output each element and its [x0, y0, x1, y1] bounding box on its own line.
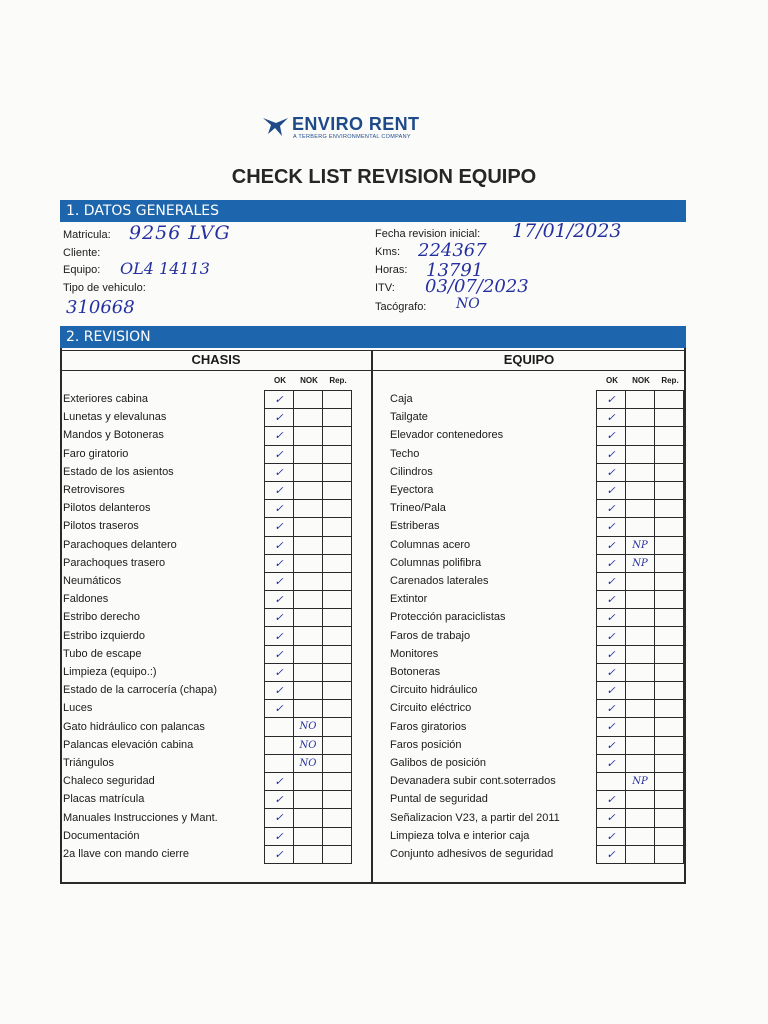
nok-checkbox[interactable]	[626, 427, 655, 445]
equipo-item-label: Señalizacion V23, a partir del 2011	[390, 811, 560, 824]
rep-checkbox[interactable]	[655, 772, 684, 790]
equipo-title: EQUIPO	[503, 352, 555, 367]
equipo-item-label: Estriberas	[390, 520, 440, 533]
equipo-check-row	[597, 663, 684, 681]
chasis-check-row	[265, 845, 352, 863]
rep-checkbox[interactable]	[655, 718, 684, 736]
chasis-ok-header: OK	[274, 376, 286, 385]
rep-checkbox[interactable]	[323, 609, 352, 627]
nok-checkbox[interactable]	[626, 591, 655, 609]
chasis-item-label: Chaleco seguridad	[63, 775, 155, 788]
rep-checkbox[interactable]	[655, 754, 684, 772]
nok-checkbox[interactable]	[294, 663, 323, 681]
rep-checkbox[interactable]	[323, 827, 352, 845]
equipo-check-row	[597, 736, 684, 754]
ok-checkbox[interactable]: ✓	[265, 663, 294, 681]
chasis-item-label: Luces	[63, 702, 93, 715]
rep-checkbox[interactable]	[655, 536, 684, 554]
nok-checkbox[interactable]	[626, 663, 655, 681]
logo-name: ENVIRO RENT	[292, 114, 420, 134]
chasis-item-label: Pilotos traseros	[63, 520, 139, 533]
equipo-item-label: Devanadera subir cont.soterrados	[390, 775, 556, 788]
equipo-check-row	[597, 518, 684, 536]
nok-checkbox[interactable]: NP	[626, 772, 655, 790]
rep-checkbox[interactable]	[655, 845, 684, 863]
nok-checkbox[interactable]: NO	[294, 736, 323, 754]
equipo-check-row	[597, 536, 684, 554]
chasis-item-label: Estado de los asientos	[63, 465, 174, 478]
nok-checkbox[interactable]	[294, 445, 323, 463]
nok-checkbox[interactable]	[626, 682, 655, 700]
equipo-check-row	[597, 645, 684, 663]
ok-checkbox[interactable]: ✓	[265, 500, 294, 518]
chasis-item-label: Placas matrícula	[63, 793, 145, 806]
ok-checkbox[interactable]: ✓	[597, 536, 626, 554]
rep-checkbox[interactable]	[323, 391, 352, 409]
tacografo-value[interactable]: NO	[456, 296, 480, 312]
nok-checkbox[interactable]	[626, 572, 655, 590]
rep-checkbox[interactable]	[655, 391, 684, 409]
ok-checkbox[interactable]: ✓	[597, 736, 626, 754]
nok-checkbox[interactable]	[294, 591, 323, 609]
ok-checkbox[interactable]: ✓	[265, 445, 294, 463]
ok-checkbox[interactable]: ✓	[597, 427, 626, 445]
nok-checkbox[interactable]	[626, 845, 655, 863]
ok-checkbox[interactable]: ✓	[265, 791, 294, 809]
ok-checkbox[interactable]: ✓	[265, 609, 294, 627]
ok-checkbox[interactable]: ✓	[265, 391, 294, 409]
nok-checkbox[interactable]	[294, 536, 323, 554]
logo-tagline: A TERBERG ENVIRONMENTAL COMPANY	[293, 134, 411, 140]
chasis-check-grid	[264, 390, 352, 864]
chasis-check-row	[265, 427, 352, 445]
ok-checkbox[interactable]: ✓	[265, 572, 294, 590]
ok-checkbox[interactable]: ✓	[265, 554, 294, 572]
truck-arrow-icon	[262, 114, 290, 140]
nok-checkbox[interactable]	[294, 481, 323, 499]
chasis-check-row	[265, 827, 352, 845]
chasis-title: CHASIS	[191, 352, 241, 367]
chasis-check-row	[265, 500, 352, 518]
ok-checkbox[interactable]: ✓	[265, 427, 294, 445]
rep-checkbox[interactable]	[323, 463, 352, 481]
chasis-item-label: Mandos y Botoneras	[63, 429, 164, 442]
equipo-check-row	[597, 500, 684, 518]
chasis-item-label: Lunetas y elevalunas	[63, 411, 167, 424]
ok-checkbox[interactable]: ✓	[265, 536, 294, 554]
rep-checkbox[interactable]	[655, 554, 684, 572]
matricula-value[interactable]: 9256 LVG	[129, 222, 231, 244]
chasis-item-label: Estado de la carrocería (chapa)	[63, 684, 218, 697]
nok-checkbox[interactable]	[626, 500, 655, 518]
equipo-item-label: Faros posición	[390, 738, 462, 751]
nok-checkbox[interactable]	[294, 518, 323, 536]
chasis-item-label: Retrovisores	[63, 484, 125, 496]
nok-checkbox[interactable]	[626, 481, 655, 499]
nok-checkbox[interactable]	[294, 627, 323, 645]
ok-checkbox[interactable]: ✓	[265, 645, 294, 663]
chasis-check-row	[265, 536, 352, 554]
ok-checkbox[interactable]: ✓	[597, 481, 626, 499]
ok-checkbox[interactable]: ✓	[265, 627, 294, 645]
nok-checkbox[interactable]	[626, 627, 655, 645]
ok-checkbox[interactable]: ✓	[265, 481, 294, 499]
nok-checkbox[interactable]	[626, 718, 655, 736]
rep-checkbox[interactable]	[323, 809, 352, 827]
ok-checkbox[interactable]: ✓	[597, 845, 626, 863]
rep-checkbox[interactable]	[323, 682, 352, 700]
equipo-ok-header: OK	[606, 376, 618, 385]
rep-checkbox[interactable]	[323, 754, 352, 772]
rep-checkbox[interactable]	[655, 736, 684, 754]
chasis-check-row	[265, 463, 352, 481]
ok-checkbox[interactable]: ✓	[597, 609, 626, 627]
nok-checkbox[interactable]	[294, 500, 323, 518]
equipo-item-label: Cilindros	[390, 465, 433, 478]
chasis-check-row	[265, 663, 352, 681]
chasis-item-label: Tubo de escape	[63, 647, 142, 660]
rep-checkbox[interactable]	[323, 845, 352, 863]
equipo-item-label: Trineo/Pala	[390, 502, 446, 515]
ok-checkbox[interactable]: ✓	[597, 500, 626, 518]
rep-checkbox[interactable]	[655, 791, 684, 809]
chasis-check-row	[265, 700, 352, 718]
rep-checkbox[interactable]	[323, 736, 352, 754]
ok-checkbox[interactable]: ✓	[265, 518, 294, 536]
equipo-item-label: Circuito hidráulico	[390, 684, 478, 697]
tipo-vehiculo-value[interactable]: 310668	[66, 297, 135, 318]
ok-checkbox[interactable]: ✓	[265, 845, 294, 863]
chasis-item-label: Parachoques delantero	[63, 538, 177, 551]
ok-checkbox[interactable]: ✓	[597, 391, 626, 409]
rep-checkbox[interactable]	[655, 518, 684, 536]
ok-checkbox[interactable]: ✓	[265, 700, 294, 718]
rep-checkbox[interactable]	[323, 572, 352, 590]
chasis-check-row	[265, 554, 352, 572]
ok-checkbox[interactable]: ✓	[597, 518, 626, 536]
nok-checkbox[interactable]	[626, 609, 655, 627]
equipo-check-row	[597, 427, 684, 445]
equipo-title-divider	[372, 370, 686, 371]
chasis-item-label: Manuales Instrucciones y Mant.	[63, 811, 218, 824]
ok-checkbox[interactable]: ✓	[597, 409, 626, 427]
ok-checkbox[interactable]: ✓	[265, 591, 294, 609]
ok-checkbox[interactable]	[265, 754, 294, 772]
nok-checkbox[interactable]	[626, 827, 655, 845]
rep-checkbox[interactable]	[655, 572, 684, 590]
chasis-item-label: Pilotos delanteros	[63, 502, 151, 515]
chasis-item-label: 2a llave con mando cierre	[63, 848, 189, 860]
equipo-item-label: Monitores	[390, 647, 439, 660]
chasis-check-row	[265, 481, 352, 499]
nok-checkbox[interactable]	[626, 463, 655, 481]
nok-checkbox[interactable]	[294, 845, 323, 863]
chasis-rep-header: Rep.	[329, 376, 347, 385]
chasis-check-row	[265, 736, 352, 754]
chasis-item-label: Triángulos	[63, 757, 114, 769]
nok-checkbox[interactable]: NP	[626, 554, 655, 572]
ok-checkbox[interactable]: ✓	[597, 554, 626, 572]
rep-checkbox[interactable]	[323, 536, 352, 554]
equipo-check-row	[597, 609, 684, 627]
chasis-item-label: Exteriores cabina	[63, 393, 148, 405]
ok-checkbox[interactable]	[265, 718, 294, 736]
nok-checkbox[interactable]	[626, 391, 655, 409]
nok-checkbox[interactable]	[626, 736, 655, 754]
rep-checkbox[interactable]	[323, 591, 352, 609]
chasis-check-row	[265, 609, 352, 627]
chasis-item-label: Faro giratorio	[63, 447, 129, 460]
equipo-check-row	[597, 809, 684, 827]
nok-checkbox[interactable]	[294, 700, 323, 718]
equipo-check-row	[597, 409, 684, 427]
equipo-item-label: Columnas acero	[390, 538, 471, 551]
equipo-item-label: Faros de trabajo	[390, 629, 471, 642]
section-datos-generales-header: 1. DATOS GENERALES	[60, 200, 686, 222]
equipo-check-row	[597, 572, 684, 590]
ok-checkbox[interactable]: ✓	[597, 754, 626, 772]
rep-checkbox[interactable]	[323, 427, 352, 445]
equipo-item-label: Botoneras	[390, 666, 441, 678]
chasis-check-row	[265, 809, 352, 827]
chasis-item-label: Estribo izquierdo	[63, 629, 145, 642]
equipo-item-label: Faros giratorios	[390, 720, 467, 733]
equipo-value[interactable]: OL4 14113	[120, 259, 210, 278]
equipo-check-row	[597, 827, 684, 845]
equipo-check-row	[597, 591, 684, 609]
chasis-item-label: Gato hidráulico con palancas	[63, 720, 205, 733]
nok-checkbox[interactable]	[626, 700, 655, 718]
equipo-item-label: Extintor	[390, 593, 428, 606]
equipo-item-label: Tailgate	[390, 411, 428, 424]
equipo-item-label: Galibos de posición	[390, 757, 487, 769]
chasis-check-row	[265, 718, 352, 736]
nok-checkbox[interactable]	[626, 809, 655, 827]
chasis-check-row	[265, 791, 352, 809]
ok-checkbox[interactable]: ✓	[265, 463, 294, 481]
equipo-item-label: Conjunto adhesivos de seguridad	[390, 848, 554, 860]
rep-checkbox[interactable]	[323, 445, 352, 463]
horas-label: Horas:	[375, 264, 408, 276]
equipo-check-row	[597, 445, 684, 463]
equipo-item-label: Caja	[390, 393, 413, 405]
nok-checkbox[interactable]	[294, 791, 323, 809]
nok-checkbox[interactable]	[294, 463, 323, 481]
rep-checkbox[interactable]	[323, 645, 352, 663]
chasis-item-label: Faldones	[63, 593, 109, 606]
fecha-revision-value[interactable]: 17/01/2023	[512, 220, 622, 242]
rep-checkbox[interactable]	[655, 445, 684, 463]
equipo-check-row	[597, 754, 684, 772]
rep-checkbox[interactable]	[655, 500, 684, 518]
ok-checkbox[interactable]: ✓	[597, 809, 626, 827]
equipo-check-row	[597, 791, 684, 809]
ok-checkbox[interactable]: ✓	[265, 772, 294, 790]
rep-checkbox[interactable]	[323, 772, 352, 790]
ok-checkbox[interactable]: ✓	[597, 591, 626, 609]
equipo-item-label: Carenados laterales	[390, 575, 489, 587]
rep-checkbox[interactable]	[655, 682, 684, 700]
equipo-check-row	[597, 845, 684, 863]
chasis-check-row	[265, 772, 352, 790]
nok-checkbox[interactable]	[294, 572, 323, 590]
ok-checkbox[interactable]: ✓	[265, 827, 294, 845]
nok-checkbox[interactable]	[626, 518, 655, 536]
ok-checkbox[interactable]: ✓	[597, 627, 626, 645]
chasis-check-row	[265, 518, 352, 536]
equipo-check-row	[597, 718, 684, 736]
equipo-item-label: Puntal de seguridad	[390, 793, 488, 806]
rep-checkbox[interactable]	[655, 609, 684, 627]
rep-checkbox[interactable]	[655, 427, 684, 445]
chasis-item-label: Parachoques trasero	[63, 556, 166, 569]
itv-value[interactable]: 03/07/2023	[425, 276, 529, 297]
equipo-rep-header: Rep.	[661, 376, 679, 385]
chasis-check-row	[265, 445, 352, 463]
equipo-check-row	[597, 772, 684, 790]
chasis-check-row	[265, 391, 352, 409]
ok-checkbox[interactable]: ✓	[265, 409, 294, 427]
rep-checkbox[interactable]	[323, 409, 352, 427]
nok-checkbox[interactable]	[294, 809, 323, 827]
nok-checkbox[interactable]	[294, 391, 323, 409]
fecha-revision-label: Fecha revision inicial:	[375, 228, 481, 240]
chasis-item-label: Neumáticos	[63, 575, 122, 587]
document-title: CHECK LIST REVISION EQUIPO	[231, 166, 537, 188]
equipo-label: Equipo:	[63, 264, 101, 276]
rep-checkbox[interactable]	[323, 700, 352, 718]
chasis-check-row	[265, 682, 352, 700]
equipo-nok-header: NOK	[632, 376, 650, 385]
chasis-nok-header: NOK	[300, 376, 318, 385]
chasis-check-row	[265, 572, 352, 590]
nok-checkbox[interactable]	[626, 791, 655, 809]
tipo-vehiculo-label: Tipo de vehiculo:	[63, 282, 146, 294]
ok-checkbox[interactable]: ✓	[265, 682, 294, 700]
nok-checkbox[interactable]	[626, 409, 655, 427]
nok-checkbox[interactable]	[626, 645, 655, 663]
nok-checkbox[interactable]	[294, 554, 323, 572]
rep-checkbox[interactable]	[655, 627, 684, 645]
equipo-check-row	[597, 682, 684, 700]
equipo-item-label: Columnas polifibra	[390, 556, 482, 569]
nok-checkbox[interactable]	[626, 754, 655, 772]
section-revision-header: 2. REVISION	[60, 326, 686, 348]
nok-checkbox[interactable]	[626, 445, 655, 463]
nok-checkbox[interactable]	[294, 609, 323, 627]
ok-checkbox[interactable]: ✓	[597, 791, 626, 809]
ok-checkbox[interactable]: ✓	[597, 645, 626, 663]
chasis-check-row	[265, 645, 352, 663]
rep-checkbox[interactable]	[655, 481, 684, 499]
ok-checkbox[interactable]: ✓	[597, 663, 626, 681]
chasis-item-label: Palancas elevación cabina	[63, 738, 194, 751]
ok-checkbox[interactable]: ✓	[597, 445, 626, 463]
ok-checkbox[interactable]: ✓	[265, 809, 294, 827]
rep-checkbox[interactable]	[655, 409, 684, 427]
horas-value[interactable]: 13791	[426, 260, 484, 281]
kms-label: Kms:	[375, 246, 401, 258]
nok-checkbox[interactable]	[294, 409, 323, 427]
rep-checkbox[interactable]	[323, 718, 352, 736]
chasis-title-divider	[60, 370, 372, 371]
equipo-check-row	[597, 463, 684, 481]
itv-label: ITV:	[375, 282, 395, 294]
equipo-item-label: Techo	[390, 447, 420, 460]
rep-checkbox[interactable]	[655, 591, 684, 609]
chasis-item-label: Limpieza (equipo.:)	[63, 666, 157, 678]
matricula-label: Matricula:	[63, 229, 111, 241]
equipo-check-row	[597, 627, 684, 645]
rep-checkbox[interactable]	[323, 627, 352, 645]
rep-checkbox[interactable]	[323, 500, 352, 518]
rep-checkbox[interactable]	[323, 554, 352, 572]
ok-checkbox[interactable]: ✓	[597, 463, 626, 481]
nok-checkbox[interactable]	[294, 682, 323, 700]
nok-checkbox[interactable]: NP	[626, 536, 655, 554]
rep-checkbox[interactable]	[323, 518, 352, 536]
equipo-item-label: Circuito eléctrico	[390, 702, 472, 715]
equipo-item-label: Eyectora	[390, 484, 434, 496]
nok-checkbox[interactable]	[294, 772, 323, 790]
nok-checkbox[interactable]	[294, 645, 323, 663]
rep-checkbox[interactable]	[655, 827, 684, 845]
ok-checkbox[interactable]	[597, 772, 626, 790]
chasis-check-row	[265, 627, 352, 645]
rep-checkbox[interactable]	[655, 463, 684, 481]
equipo-item-label: Protección paraciclistas	[390, 611, 506, 624]
equipo-item-label: Limpieza tolva e interior caja	[390, 829, 530, 842]
rep-checkbox[interactable]	[323, 663, 352, 681]
chasis-check-row	[265, 409, 352, 427]
rep-checkbox[interactable]	[323, 481, 352, 499]
ok-checkbox[interactable]	[265, 736, 294, 754]
cliente-label: Cliente:	[63, 247, 101, 259]
ok-checkbox[interactable]: ✓	[597, 682, 626, 700]
nok-checkbox[interactable]: NO	[294, 718, 323, 736]
chasis-check-row	[265, 754, 352, 772]
nok-checkbox[interactable]	[294, 427, 323, 445]
rep-checkbox[interactable]	[655, 663, 684, 681]
rep-checkbox[interactable]	[323, 791, 352, 809]
ok-checkbox[interactable]: ✓	[597, 827, 626, 845]
ok-checkbox[interactable]: ✓	[597, 718, 626, 736]
nok-checkbox[interactable]: NO	[294, 754, 323, 772]
nok-checkbox[interactable]	[294, 827, 323, 845]
equipo-check-row	[597, 481, 684, 499]
equipo-item-label: Elevador contenedores	[390, 429, 504, 442]
rep-checkbox[interactable]	[655, 645, 684, 663]
kms-value[interactable]: 224367	[418, 240, 487, 261]
chasis-item-label: Estribo derecho	[63, 611, 141, 624]
tacografo-label: Tacógrafo:	[375, 301, 427, 313]
rep-checkbox[interactable]	[655, 809, 684, 827]
chasis-check-row	[265, 591, 352, 609]
ok-checkbox[interactable]: ✓	[597, 700, 626, 718]
equipo-check-row	[597, 391, 684, 409]
ok-checkbox[interactable]: ✓	[597, 572, 626, 590]
company-logo	[262, 114, 462, 146]
equipo-check-grid	[596, 390, 684, 864]
equipo-check-row	[597, 700, 684, 718]
chasis-item-label: Documentación	[63, 829, 140, 842]
rep-checkbox[interactable]	[655, 700, 684, 718]
equipo-check-row	[597, 554, 684, 572]
